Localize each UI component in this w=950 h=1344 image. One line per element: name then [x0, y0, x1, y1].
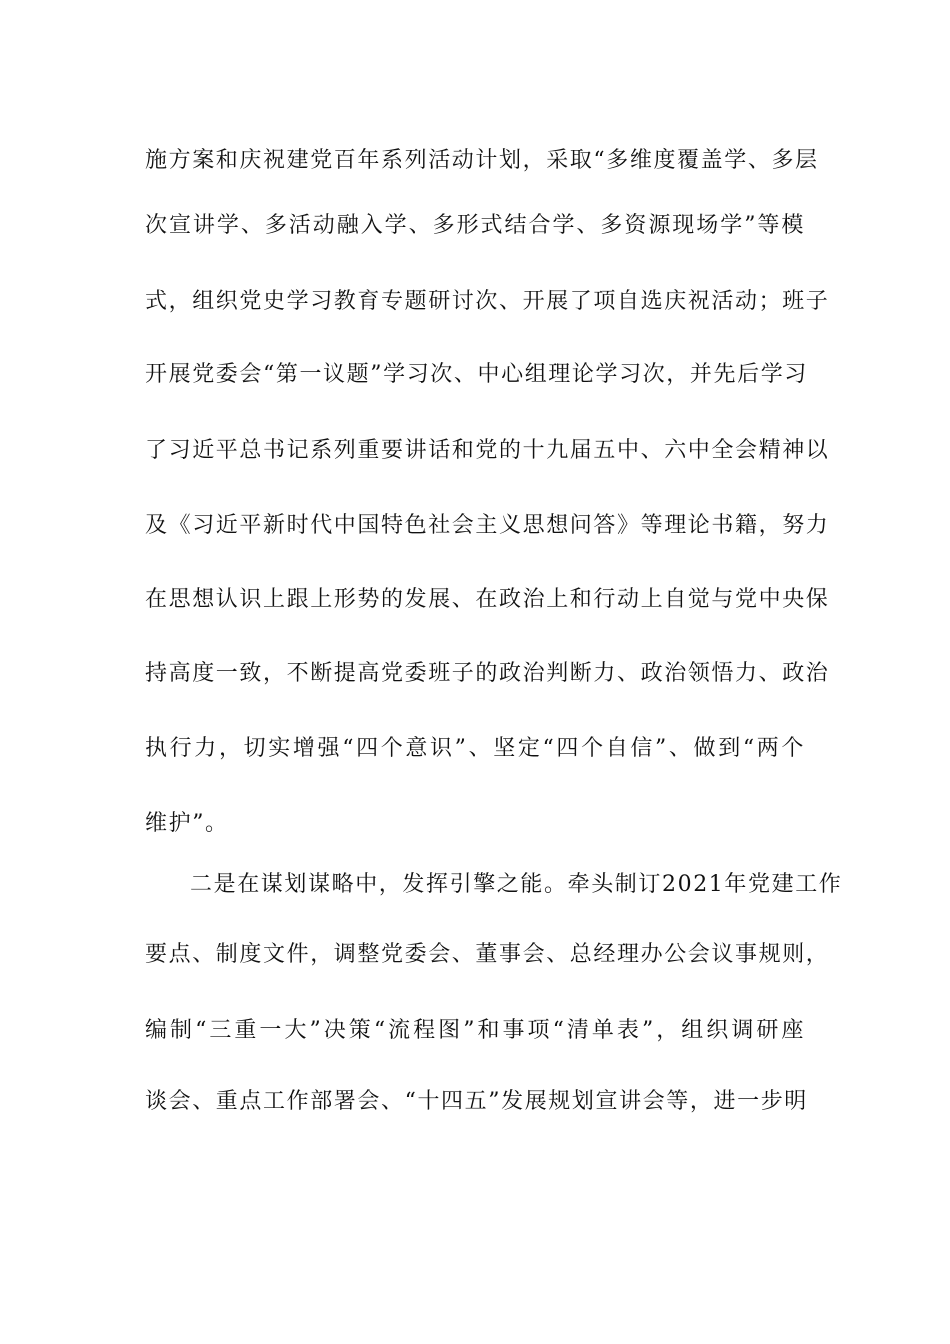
paragraph-line: 在思想认识上跟上形势的发展、在政治上和行动上自觉与党中央保 [145, 587, 830, 612]
paragraph-line: 了习近平总书记系列重要讲话和党的十九届五中、六中全会精神以 [145, 438, 830, 463]
paragraph-line: 执行力，切实增强“四个意识”、坚定“四个自信”、做到“两个 [145, 736, 805, 761]
paragraph-line: 开展党委会“第一议题”学习次、中心组理论学习次，并先后学习 [145, 362, 808, 387]
paragraph-line: 谈会、重点工作部署会、“十四五”发展规划宣讲会等，进一步明 [145, 1089, 808, 1114]
paragraph-line: 式，组织党史学习教育专题研讨次、开展了项自选庆祝活动；班子 [145, 289, 830, 314]
paragraph-line: 施方案和庆祝建党百年系列活动计划，采取“多维度覆盖学、多层 [145, 148, 819, 173]
paragraph-line: 持高度一致，不断提高党委班子的政治判断力、政治领悟力、政治 [145, 661, 830, 686]
paragraph-line: 编制“三重一大”决策“流程图”和事项“清单表”，组织调研座 [145, 1018, 805, 1043]
paragraph-line-last: 维护”。 [145, 811, 229, 836]
paragraph-line-first: 二是在谋划谋略中，发挥引擎之能。牵头制订2021年党建工作 [190, 872, 843, 897]
paragraph-line: 要点、制度文件，调整党委会、董事会、总经理办公会议事规则， [145, 942, 830, 967]
paragraph-line: 次宣讲学、多活动融入学、多形式结合学、多资源现场学”等模 [145, 213, 805, 238]
paragraph-line: 及《习近平新时代中国特色社会主义思想问答》等理论书籍，努力 [145, 513, 830, 538]
